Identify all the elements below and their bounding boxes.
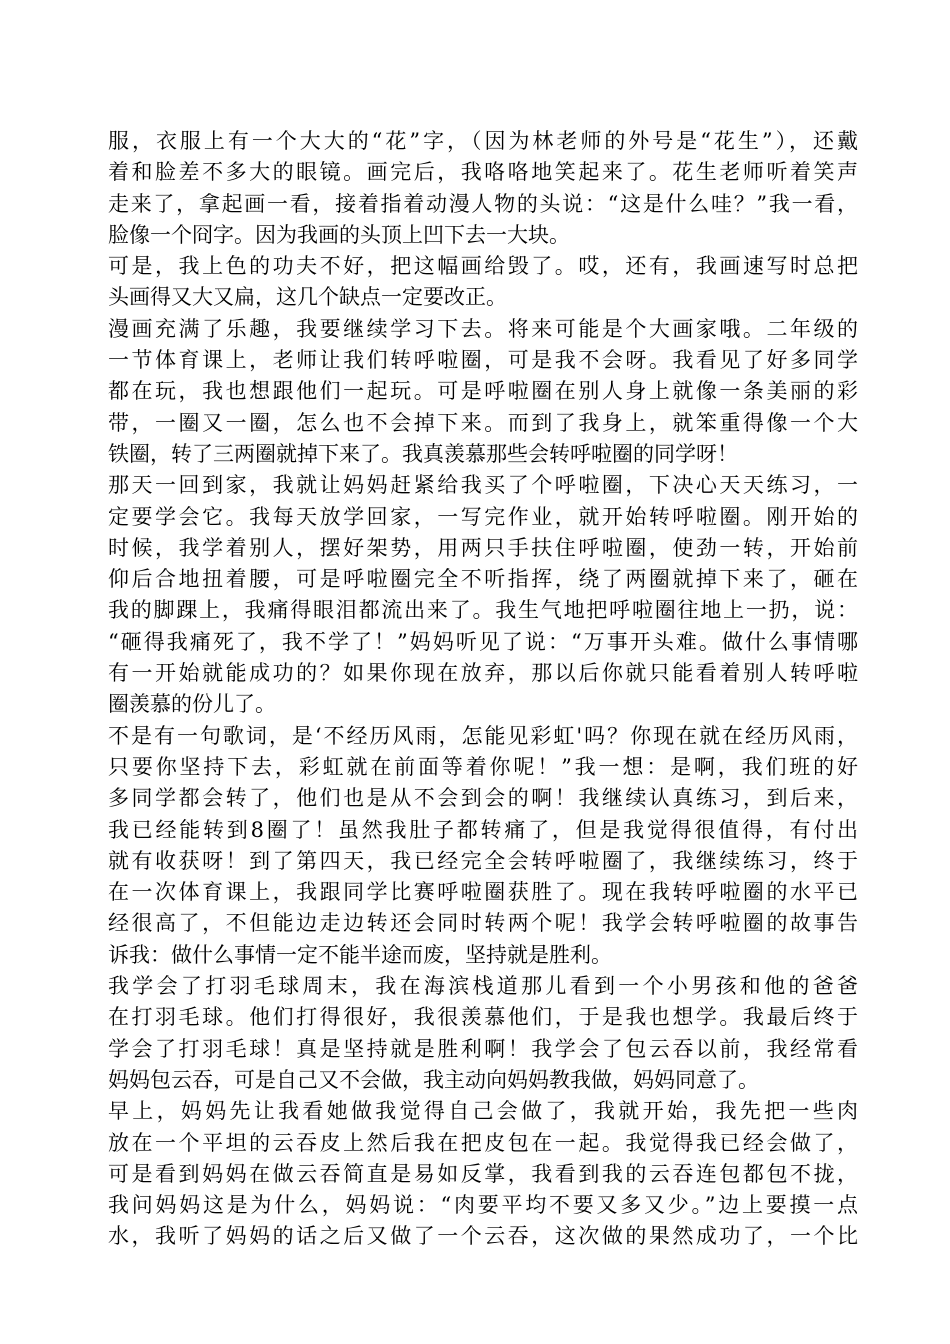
- document-page: [108, 126, 858, 1253]
- text-line: 一节体育课上，老师让我们转呼啦圈，可是我不会呀。我看见了好多同学: [108, 348, 858, 373]
- text-line: 我问妈妈这是为什么，妈妈说：“肉要平均不要又多又少。”边上要摸一点: [108, 1193, 858, 1218]
- text-line: 铁圈，转了三两圈就掉下来了。我真羡慕那些会转呼啦圈的同学呀！: [108, 441, 738, 466]
- text-line: 圈羡慕的份儿了。: [108, 692, 276, 717]
- text-line: 定要学会它。我每天放学回家，一写完作业，就开始转呼啦圈。刚开始的: [108, 504, 858, 529]
- text-line: 带，一圈又一圈，怎么也不会掉下来。而到了我身上，就笨重得像一个大: [108, 410, 858, 435]
- text-line: 时候，我学着别人，摆好架势，用两只手扶住呼啦圈，使劲一转，开始前: [108, 535, 858, 560]
- text-line: 我的脚踝上，我痛得眼泪都流出来了。我生气地把呼啦圈往地上一扔，说：: [108, 598, 858, 623]
- text-line: 服，衣服上有一个大大的“花”字，（因为林老师的外号是“花生”），还戴: [108, 129, 858, 153]
- text-line: 漫画充满了乐趣，我要继续学习下去。将来可能是个大画家哦。二年级的: [108, 316, 858, 341]
- text-line: 经很高了，不但能边走边转还会同时转两个呢！我学会转呼啦圈的故事告: [108, 911, 858, 936]
- text-line: 妈妈包云吞，可是自己又不会做，我主动向妈妈教我做，妈妈同意了。: [108, 1067, 759, 1092]
- text-line: 都在玩，我也想跟他们一起玩。可是呼啦圈在别人身上就像一条美丽的彩: [108, 379, 858, 404]
- text-line: 在打羽毛球。他们打得很好，我很羡慕他们，于是我也想学。我最后终于: [108, 1005, 858, 1030]
- text-line: 我已经能转到8圈了！虽然我肚子都转痛了，但是我觉得很值得，有付出: [108, 817, 858, 842]
- text-line: 就有收获呀！到了第四天，我已经完全会转呼啦圈了，我继续练习，终于: [108, 848, 858, 873]
- text-line: 诉我：做什么事情一定不能半途而废，坚持就是胜利。: [108, 942, 612, 967]
- text-line: 头画得又大又扁，这几个缺点一定要改正。: [108, 285, 507, 310]
- text-line: 在一次体育课上，我跟同学比赛呼啦圈获胜了。现在我转呼啦圈的水平已: [108, 880, 858, 905]
- text-line: 脸像一个冏字。因为我画的头顶上凹下去一大块。: [108, 222, 570, 247]
- text-line: 不是有一句歌词，是‘不经历风雨，怎能见彩虹'吗？你现在就在经历风雨，: [108, 723, 858, 748]
- text-line: 多同学都会转了，他们也是从不会到会的啊！我继续认真练习，到后来，: [108, 786, 858, 811]
- text-line: 着和脸差不多大的眼镜。画完后，我咯咯地笑起来了。花生老师听着笑声: [108, 160, 858, 185]
- text-line: 那天一回到家，我就让妈妈赶紧给我买了个呼啦圈，下决心天天练习，一: [108, 473, 858, 498]
- text-line: 仰后合地扭着腰，可是呼啦圈完全不听指挥，绕了两圈就掉下来了，砸在: [108, 567, 858, 592]
- text-line: 只要你坚持下去，彩虹就在前面等着你呢！”我一想：是啊，我们班的好: [108, 754, 858, 779]
- text-line: 可是，我上色的功夫不好，把这幅画给毁了。哎，还有，我画速写时总把: [108, 254, 858, 279]
- text-line: 有一开始就能成功的？如果你现在放弃，那以后你就只能看着别人转呼啦: [108, 661, 858, 686]
- text-line: 我学会了打羽毛球周末，我在海滨栈道那儿看到一个小男孩和他的爸爸: [108, 974, 858, 999]
- text-line: 水，我听了妈妈的话之后又做了一个云吞，这次做的果然成功了，一个比: [108, 1224, 858, 1249]
- text-line: 放在一个平坦的云吞皮上然后我在把皮包在一起。我觉得我已经会做了，: [108, 1130, 858, 1155]
- text-line: “砸得我痛死了，我不学了！”妈妈听见了说：“万事开头难。做什么事情哪: [108, 629, 858, 654]
- text-line: 学会了打羽毛球！真是坚持就是胜利啊！我学会了包云吞以前，我经常看: [108, 1036, 858, 1061]
- text-line: 走来了，拿起画一看，接着指着动漫人物的头说：“这是什么哇？”我一看，: [108, 191, 858, 216]
- text-line: 早上，妈妈先让我看她做我觉得自己会做了，我就开始，我先把一些肉: [108, 1099, 858, 1124]
- text-line: 可是看到妈妈在做云吞简直是易如反掌，我看到我的云吞连包都包不拢，: [108, 1161, 858, 1186]
